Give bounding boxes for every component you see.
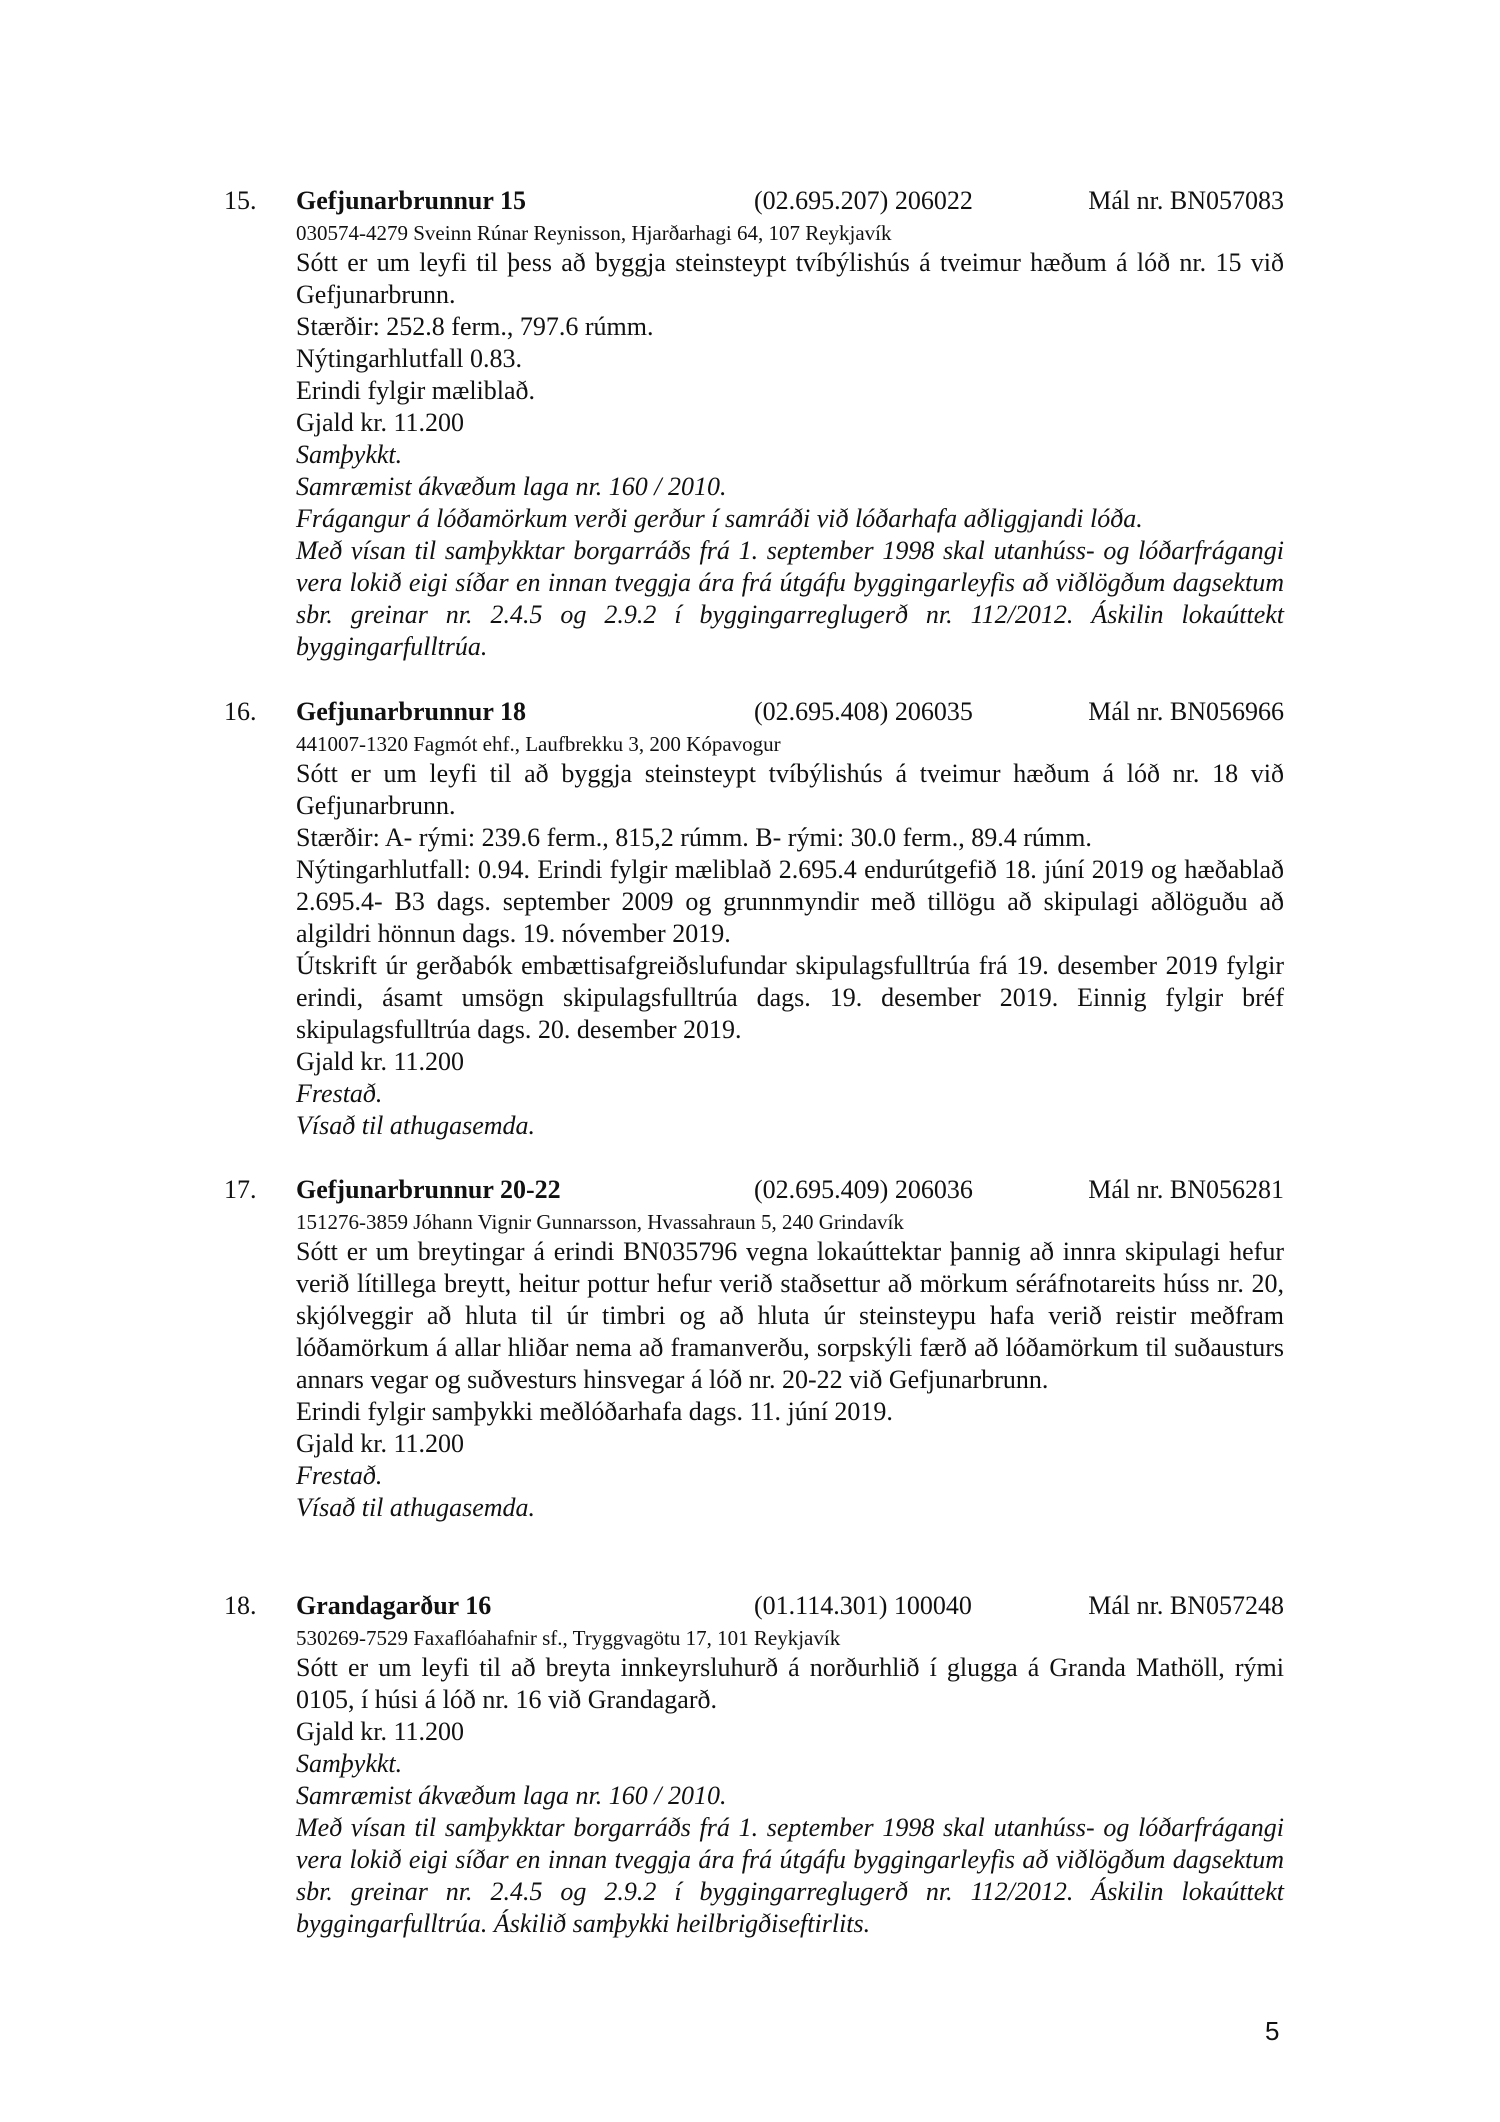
decision-note: Vísað til athugasemda.	[296, 1111, 536, 1140]
property-address: Grandagarður 16	[296, 1591, 492, 1620]
case-number: Mál nr. BN056966	[1088, 697, 1284, 726]
case-text: Stærðir: A- rými: 239.6 ferm., 815,2 rúmm. B- rými: 30.0 ferm., 89.4 rúmm.	[296, 823, 1092, 852]
fee: Gjald kr. 11.200	[296, 408, 465, 437]
case-number: Mál nr. BN057248	[1088, 1591, 1284, 1620]
case-item	[224, 1588, 1284, 1940]
page-number: 5	[1265, 2016, 1280, 2046]
property-address: Gefjunarbrunnur 20-22	[296, 1175, 561, 1204]
case-header	[224, 694, 1284, 730]
decision-note: Frágangur á lóðamörkum verði gerður í samráði við lóðarhafa aðliggjandi lóða.	[296, 504, 1143, 533]
case-body	[296, 730, 1284, 1142]
case-text: Sótt er um leyfi til þess að byggja steinsteypt tvíbýlishús á tveimur hæðum á lóð nr. 15 við Gefjunarbrunn.	[296, 248, 1284, 309]
decision-note: Vísað til athugasemda.	[296, 1493, 536, 1522]
item-number: 18.	[224, 1591, 257, 1620]
item-number: 16.	[224, 697, 257, 726]
decision: Frestað.	[296, 1461, 383, 1490]
case-number: Mál nr. BN056281	[1088, 1175, 1284, 1204]
case-text: Stærðir: 252.8 ferm., 797.6 rúmm.	[296, 312, 654, 341]
item-number: 17.	[224, 1175, 257, 1204]
applicant: 030574-4279 Sveinn Rúnar Reynisson, Hjarðarhagi 64, 107 Reykjavík	[296, 221, 892, 245]
decision-note: Með vísan til samþykktar borgarráðs frá 1. september 1998 skal utanhúss- og lóðarfrágangi vera lokið eigi síðar en innan tveggja ára frá útgáfu byggingarleyfis að viðlögðum dagsektum sbr. greinar nr. 2.4.5 og 2.9.2 í byggingarreglugerð nr. 112/2012. Áskilin lokaúttekt byggingarfulltrúa.	[296, 536, 1284, 661]
case-body	[296, 1208, 1284, 1524]
applicant: 441007-1320 Fagmót ehf., Laufbrekku 3, 200 Kópavogur	[296, 732, 781, 756]
case-header	[224, 1172, 1284, 1208]
case-text: Útskrift úr gerðabók embættisafgreiðslufundar skipulagsfulltrúa frá 19. desember 2019 fylgir erindi, ásamt umsögn skipulagsfulltrúa dags. 19. desember 2019. Einnig fylgir bréf skipulagsfulltrúa dags. 20. desember 2019.	[296, 951, 1284, 1044]
case-item	[224, 183, 1284, 663]
land-reference: (01.114.301) 100040	[754, 1591, 972, 1620]
fee: Gjald kr. 11.200	[296, 1717, 465, 1746]
fee: Gjald kr. 11.200	[296, 1047, 465, 1076]
case-item	[224, 694, 1284, 1142]
item-number: 15.	[224, 186, 257, 215]
applicant: 151276-3859 Jóhann Vignir Gunnarsson, Hvassahraun 5, 240 Grindavík	[296, 1210, 904, 1234]
case-text: Sótt er um leyfi til að byggja steinsteypt tvíbýlishús á tveimur hæðum á lóð nr. 18 við Gefjunarbrunn.	[296, 759, 1284, 820]
case-text: Sótt er um leyfi til að breyta innkeyrsluhurð á norðurhlið í glugga á Granda Mathöll, rými 0105, í húsi á lóð nr. 16 við Grandagarð.	[296, 1653, 1284, 1714]
case-header	[224, 183, 1284, 219]
fee: Gjald kr. 11.200	[296, 1429, 465, 1458]
land-reference: (02.695.409) 206036	[754, 1175, 973, 1204]
land-reference: (02.695.207) 206022	[754, 186, 973, 215]
case-text: Nýtingarhlutfall 0.83.	[296, 344, 523, 373]
property-address: Gefjunarbrunnur 15	[296, 186, 526, 215]
decision-note: Samræmist ákvæðum laga nr. 160 / 2010.	[296, 472, 727, 501]
decision: Samþykkt.	[296, 1749, 403, 1778]
case-number: Mál nr. BN057083	[1088, 186, 1284, 215]
decision-note: Samræmist ákvæðum laga nr. 160 / 2010.	[296, 1781, 727, 1810]
decision: Samþykkt.	[296, 440, 403, 469]
case-text: Erindi fylgir mæliblað.	[296, 376, 536, 405]
applicant: 530269-7529 Faxaflóahafnir sf., Tryggvagötu 17, 101 Reykjavík	[296, 1626, 841, 1650]
land-reference: (02.695.408) 206035	[754, 697, 973, 726]
case-header	[224, 1588, 1284, 1624]
case-item	[224, 1172, 1284, 1524]
case-text: Sótt er um breytingar á erindi BN035796 vegna lokaúttektar þannig að innra skipulagi hefur verið lítillega breytt, heitur pottur hefur verið staðsettur að mörkum séráfnotareits húss nr. 20, skjólveggir að hluta til úr timbri og að hluta úr steinsteypu hafa verið reistir meðfram lóðamörkum á allar hliðar nema að framanverðu, sorpskýli færð að lóðamörkum til suðausturs annars vegar og suðvesturs hinsvegar á lóð nr. 20-22 við Gefjunarbrunn.	[296, 1237, 1284, 1394]
case-text: Erindi fylgir samþykki meðlóðarhafa dags. 11. júní 2019.	[296, 1397, 893, 1426]
decision-note: Með vísan til samþykktar borgarráðs frá 1. september 1998 skal utanhúss- og lóðarfrágangi vera lokið eigi síðar en innan tveggja ára frá útgáfu byggingarleyfis að viðlögðum dagsektum sbr. greinar nr. 2.4.5 og 2.9.2 í byggingarreglugerð nr. 112/2012. Áskilin lokaúttekt byggingarfulltrúa. Áskilið samþykki heilbrigðiseftirlits.	[296, 1813, 1284, 1938]
decision: Frestað.	[296, 1079, 383, 1108]
case-body	[296, 1624, 1284, 1940]
property-address: Gefjunarbrunnur 18	[296, 697, 526, 726]
case-body	[296, 219, 1284, 663]
case-text: Nýtingarhlutfall: 0.94. Erindi fylgir mæliblað 2.695.4 endurútgefið 18. júní 2019 og hæðablað 2.695.4- B3 dags. september 2009 og grunnmyndir með tillögu að skipulagi aðlöguðu að algildri hönnun dags. 19. nóvember 2019.	[296, 855, 1284, 948]
